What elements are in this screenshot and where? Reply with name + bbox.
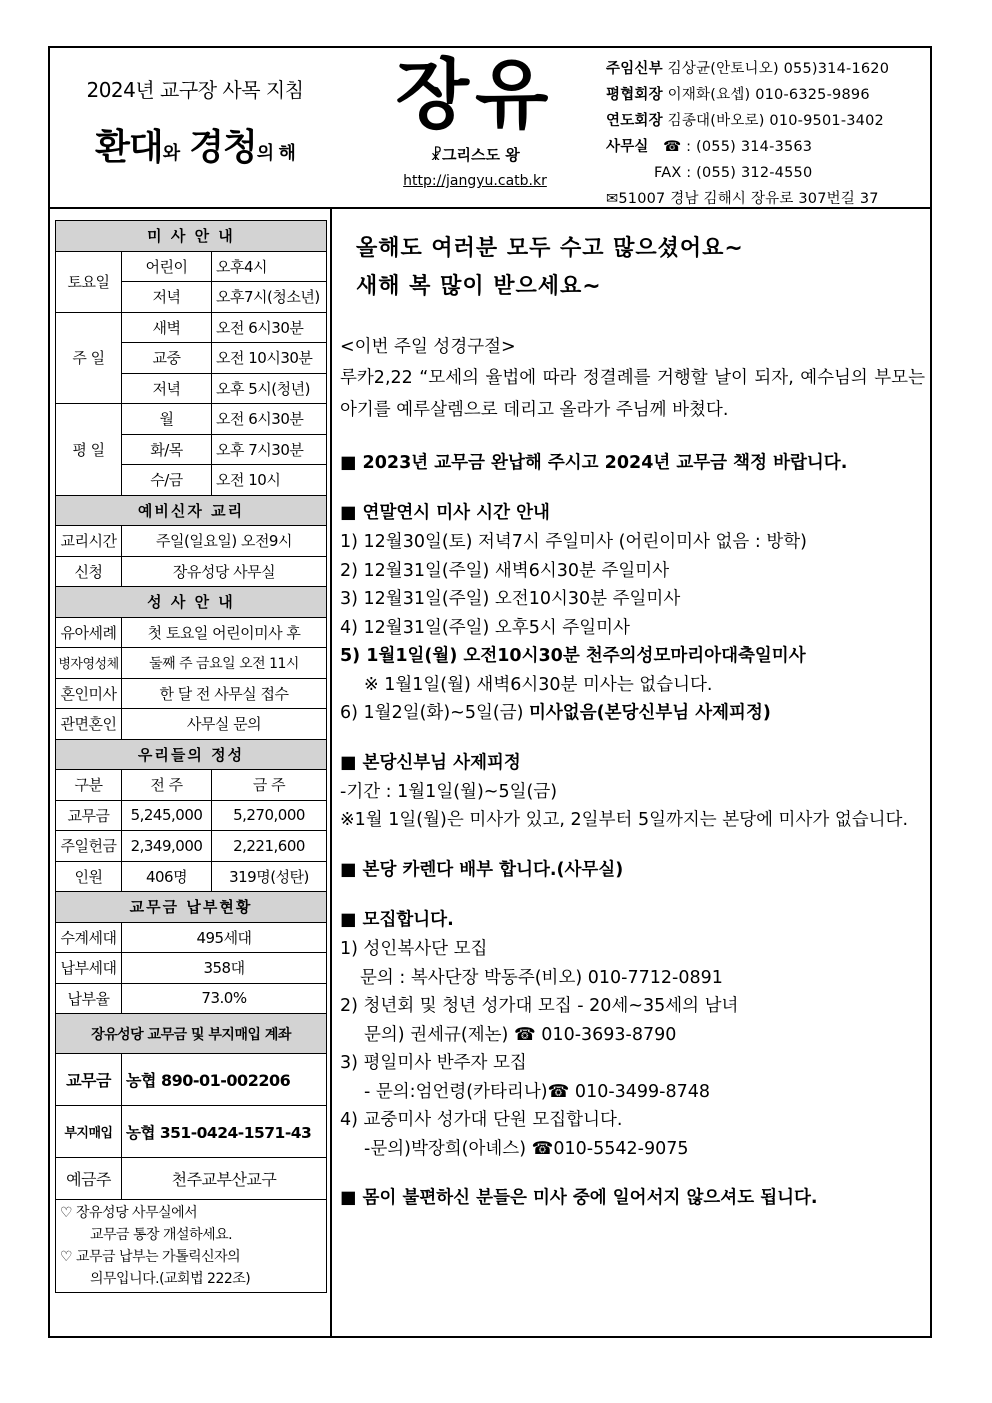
year-theme	[50, 119, 340, 170]
list-item-contact: - 문의:엄언령(카타리나)☎ 010-3499-8748	[364, 1081, 711, 1102]
list-item: 5) 1월1일(월) 오전10시30분 천주의성모마리아대축일미사	[340, 646, 806, 666]
weekday-label: 평 일	[56, 404, 122, 496]
cell: 농협 890-01-002206	[122, 1054, 327, 1106]
contact-yeondo: 연도회장 김종대(바오로) 010-9501-3402	[606, 113, 884, 129]
address: ✉51007 경남 김해시 장유로 307번길 37	[606, 191, 879, 207]
list-item-contact: -문의)박장희(아녜스) ☎010-5542-9075	[364, 1138, 689, 1159]
cell: 한 달 전 사무실 접수	[122, 678, 327, 709]
cell: 구분	[56, 770, 122, 801]
cell: 장유성당 사무실	[122, 556, 327, 587]
list-item: 2) 청년회 및 청년 성가대 모집 - 20세~35세의 남녀	[340, 996, 739, 1016]
list-item: 2) 12월31일(주일) 새벽6시30분 주일미사	[340, 560, 670, 581]
cell: 406명	[122, 861, 212, 892]
theme-word-4: 의 해	[256, 143, 295, 164]
cell: 저녁	[122, 282, 212, 313]
cell: 둘째 주 금요일 오전 11시	[122, 648, 327, 679]
contact-council: 평협회장 이재화(요셉) 010-6325-9896	[606, 87, 870, 103]
greeting: 올해도 여러분 모두 수고 많으셨어요~ 새해 복 많이 받으세요~	[356, 236, 744, 299]
column-divider	[330, 207, 332, 1338]
list-item-contact: 문의 : 복사단장 박동주(비오) 010-7712-0891	[360, 967, 723, 988]
cell: 2,349,000	[122, 831, 212, 862]
notice-standing: ■ 몸이 불편하신 분들은 미사 중에 일어서지 않으셔도 됩니다.	[340, 1188, 818, 1208]
cell: 저녁	[122, 373, 212, 404]
contact-pastor: 주임신부 김상균(안토니오) 055)314-1620	[606, 61, 890, 77]
account-title: 장유성당 교무금 및 부지매입 계좌	[56, 1014, 327, 1054]
contact-fax: FAX : (055) 312-4550	[654, 165, 813, 181]
cell: 오전 6시30분	[212, 312, 327, 343]
cell: 혼인미사	[56, 678, 122, 709]
cell: 인원	[56, 861, 122, 892]
sacrament-title: 성 사 안 내	[56, 587, 327, 618]
sidebar-table	[55, 220, 327, 1293]
cell: 예금주	[56, 1158, 122, 1200]
theme-word-3: 경청	[189, 127, 257, 168]
cell: 오후 5시(청년)	[212, 373, 327, 404]
cell: 사무실 문의	[122, 709, 327, 740]
header-center	[370, 52, 580, 189]
cell: 73.0%	[122, 983, 327, 1014]
cell: 납부세대	[56, 953, 122, 984]
cell: 금 주	[212, 770, 327, 801]
dues-title: 교무금 납부현황	[56, 892, 327, 923]
cell: 신청	[56, 556, 122, 587]
list-item-note: ※ 1월1일(월) 새벽6시30분 미사는 없습니다.	[364, 674, 713, 695]
verse-text: 루카2,22 “모세의 율법에 따라 정결례를 거행할 날이 되자, 예수님의 부모는 아기를 예루살렘으로 데리고 올라가 주님께 바쳤다.	[340, 368, 925, 420]
bulletin-title: 장유	[395, 50, 555, 139]
cell: 수계세대	[56, 922, 122, 953]
cell: 5,245,000	[122, 800, 212, 831]
cell: 교리시간	[56, 526, 122, 557]
retreat-period: -기간 : 1월1일(월)~5일(금)	[340, 781, 558, 802]
cell: 5,270,000	[212, 800, 327, 831]
mass-schedule-title: 미 사 안 내	[56, 221, 327, 252]
cell: 오전 6시30분	[212, 404, 327, 435]
notice-retreat: ■ 본당신부님 사제피정	[340, 752, 521, 773]
cell: 교중	[122, 343, 212, 374]
catechumen-title: 예비신자 교리	[56, 495, 327, 526]
cell: 주일(일요일) 오전9시	[122, 526, 327, 557]
cell: 어린이	[122, 251, 212, 282]
cell: 관면혼인	[56, 709, 122, 740]
cell: 농협 351-0424-1571-43	[122, 1106, 327, 1158]
list-item: 4) 12월31일(주일) 오후5시 주일미사	[340, 617, 630, 638]
cell: 새벽	[122, 312, 212, 343]
cell: 495세대	[122, 922, 327, 953]
cell: 병자영성체	[56, 648, 122, 679]
list-item-contact: 문의) 권세규(제논) ☎ 010-3693-8790	[364, 1024, 677, 1045]
cell: 부지매입	[56, 1106, 122, 1158]
list-item: 6) 1월2일(화)~5일(금) 미사없음(본당신부님 사제피정)	[340, 703, 771, 723]
cell: 첫 토요일 어린이미사 후	[122, 617, 327, 648]
list-item: 1) 성인복사단 모집	[340, 939, 488, 959]
offering-title: 우리들의 정성	[56, 739, 327, 770]
feast-subtitle: ☧그리스도 왕	[430, 146, 520, 164]
sidebar-note: ♡ 장유성당 사무실에서 교무금 통장 개설하세요. ♡ 교무금 납부는 가톨릭신자의 의무입니다.(교회법 222조)	[56, 1200, 327, 1293]
cell: 교무금	[56, 1054, 122, 1106]
cell: 오후7시(청소년)	[212, 282, 327, 313]
contact-office: 사무실 ☎ : (055) 314-3563	[606, 139, 813, 155]
list-item: 3) 평일미사 반주자 모집	[340, 1053, 527, 1073]
cell: 유아세례	[56, 617, 122, 648]
verse-heading: <이번 주일 성경구절>	[340, 337, 516, 357]
cell: 주일헌금	[56, 831, 122, 862]
cell: 358대	[122, 953, 327, 984]
cell: 오전 10시30분	[212, 343, 327, 374]
cell: 전 주	[122, 770, 212, 801]
cell: 화/목	[122, 434, 212, 465]
notice-calendar: ■ 본당 카렌다 배부 합니다.(사무실)	[340, 860, 624, 880]
theme-word-2: 와	[162, 143, 180, 164]
list-item: 3) 12월31일(주일) 오전10시30분 주일미사	[340, 589, 681, 609]
notice-mass-times: ■ 연말연시 미사 시간 안내	[340, 503, 550, 523]
list-item: 1) 12월30일(토) 저녁7시 주일미사 (어린이미사 없음 : 방학)	[340, 532, 807, 552]
main-content	[340, 230, 925, 1213]
cell: 오후4시	[212, 251, 327, 282]
cell: 오후 7시30분	[212, 434, 327, 465]
cell: 월	[122, 404, 212, 435]
notice-recruit: ■ 모집합니다.	[340, 910, 454, 930]
contact-info	[606, 56, 926, 212]
cell: 교무금	[56, 800, 122, 831]
website-link[interactable]: http://jangyu.catb.kr	[403, 173, 547, 189]
policy-title: 2024년 교구장 사목 지침	[86, 78, 304, 102]
notice-dues: ■ 2023년 교무금 완납해 주시고 2024년 교무금 책정 바랍니다.	[340, 453, 848, 473]
saturday-label: 토요일	[56, 251, 122, 312]
cell: 천주교부산교구	[122, 1158, 327, 1200]
retreat-note: ※1월 1일(월)은 미사가 있고, 2일부터 5일까지는 본당에 미사가 없습니다.	[340, 810, 909, 830]
cell: 2,221,600	[212, 831, 327, 862]
list-item: 4) 교중미사 성가대 단원 모집합니다.	[340, 1110, 623, 1130]
sunday-label: 주 일	[56, 312, 122, 404]
cell: 오전 10시	[212, 465, 327, 496]
theme-word-1: 환대	[95, 127, 163, 168]
header-left	[50, 52, 340, 170]
cell: 수/금	[122, 465, 212, 496]
cell: 319명(성탄)	[212, 861, 327, 892]
cell: 납부율	[56, 983, 122, 1014]
